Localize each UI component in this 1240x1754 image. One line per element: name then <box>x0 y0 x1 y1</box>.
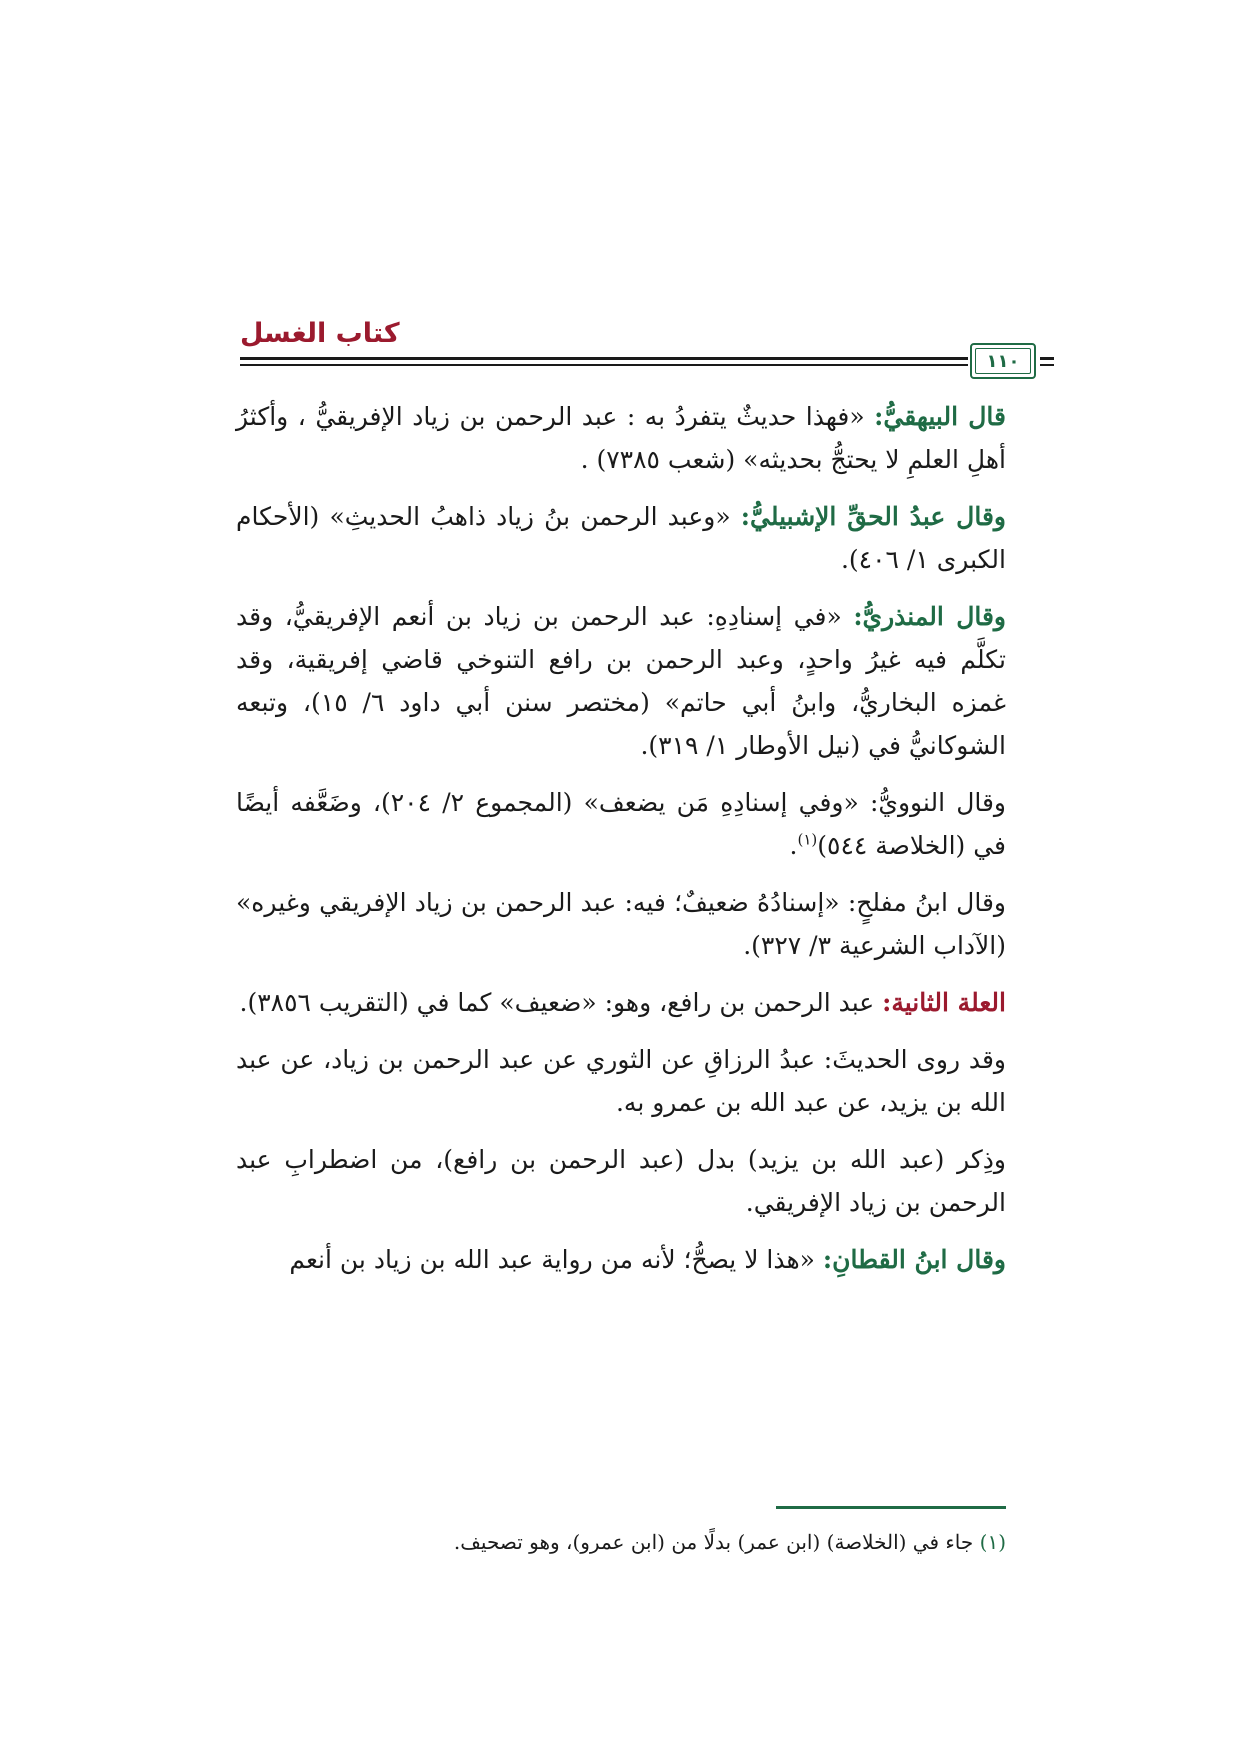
speaker-label: وقال المنذريُّ: <box>853 602 1006 631</box>
main-text <box>236 395 1006 1295</box>
paragraph-abdurrazzaq <box>236 1038 1006 1124</box>
paragraph-text: وذِكر (عبد الله بن يزيد) بدل (عبد الرحمن بن رافع)، من اضطرابِ عبد الرحمن بن زياد الإفريقي. <box>236 1145 1006 1217</box>
footnote-text: جاء في (الخلاصة) (ابن عمر) بدلًا من (ابن عمرو)، وهو تصحيف. <box>453 1530 980 1554</box>
speaker-label: وقال عبدُ الحقِّ الإشبيليُّ: <box>740 502 1006 531</box>
paragraph-ibn-muflih <box>236 881 1006 967</box>
paragraph-text: «فهذا حديثٌ يتفردُ به : عبد الرحمن بن زياد الإفريقيُّ ، وأكثرُ أهلِ العلمِ لا يحتجُّ بحديثه» (شعب ٧٣٨٥) . <box>236 402 1006 474</box>
paragraph-text: «هذا لا يصحُّ؛ لأنه من رواية عبد الله بن زياد بن أنعم <box>289 1245 823 1274</box>
paragraph-text: وقد روى الحديثَ: عبدُ الرزاقِ عن الثوري عن عبد الرحمن بن زياد، عن عبد الله بن يزيد، عن عبد الله بن عمرو به. <box>236 1045 1006 1117</box>
paragraph-text: «في إسنادِهِ: عبد الرحمن بن زياد بن أنعم الإفريقيُّ، وقد تكلَّم فيه غيرُ واحدٍ، وعبد الرحمن بن رافع التنوخي قاضي إفريقية، وقد غمزه البخاريُّ، وابنُ أبي حاتم» (مختصر سنن أبي داود ٦/ ١٥)، وتبعه الشوكانيُّ في (نيل الأوطار ١/ ٣١٩). <box>236 602 1007 760</box>
paragraph-second-defect <box>236 981 1006 1024</box>
section-label: العلة الثانية: <box>882 988 1006 1017</box>
footnote-reference[interactable]: (١) <box>797 830 818 849</box>
header-rule-thin <box>240 364 968 366</box>
paragraph-text: وقال ابنُ مفلحٍ: «إسنادُهُ ضعيفٌ؛ فيه: عبد الرحمن بن زياد الإفريقي وغيره» (الآداب الشرعية ٣/ ٣٢٧). <box>236 888 1006 960</box>
paragraph-text: «وعبد الرحمن بنُ زياد ذاهبُ الحديثِ» (الأحكام الكبرى ١/ ٤٠٦). <box>236 502 1006 574</box>
page-number: ١١٠ <box>986 350 1020 372</box>
speaker-label: قال البيهقيُّ: <box>874 402 1006 431</box>
speaker-label: وقال ابنُ القطانِ: <box>822 1245 1006 1274</box>
header-rule-right-thin <box>1040 364 1054 366</box>
footnote-separator <box>776 1506 1006 1509</box>
paragraph-text-end: . <box>789 831 798 860</box>
paragraph-text: وقال النوويُّ: «وفي إسنادِهِ مَن يضعف» (المجموع ٢/ ٢٠٤)، وضَعَّفه أيضًا في (الخلاصة ٥٤٤) <box>236 788 1007 860</box>
paragraph-ibn-qattan <box>236 1238 1006 1281</box>
paragraph-text: عبد الرحمن بن رافع، وهو: «ضعيف» كما في (التقريب ٣٨٥٦). <box>239 988 883 1017</box>
footnote-number: (١) <box>979 1530 1006 1554</box>
chapter-title: كتاب الغسل <box>240 318 400 349</box>
footnote <box>236 1526 1006 1558</box>
paragraph-bayhaqi <box>236 395 1006 481</box>
paragraph-ishbili <box>236 495 1006 581</box>
header-rule-right-thick <box>1040 357 1054 360</box>
header-rule-thick <box>240 357 968 360</box>
paragraph-mundhiri <box>236 595 1006 767</box>
paragraph-idtirab <box>236 1138 1006 1224</box>
paragraph-nawawi <box>236 781 1006 867</box>
page-number-frame <box>970 343 1036 379</box>
